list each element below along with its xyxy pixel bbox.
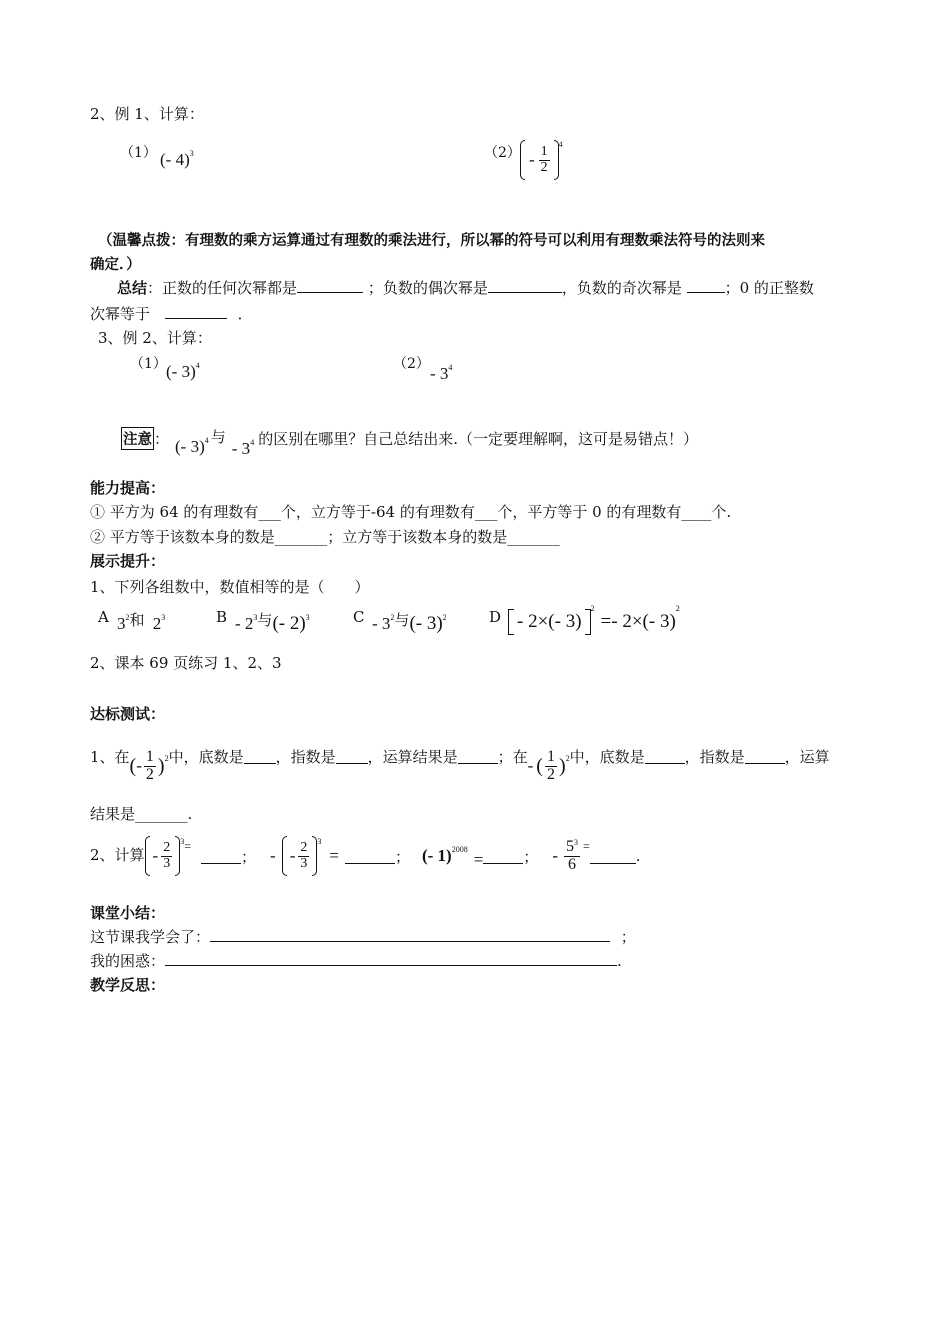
reflection-heading: 教学反思： (90, 976, 166, 994)
answer-blank[interactable] (488, 278, 562, 293)
summary-text-2: ；负数的偶次幂是 (367, 279, 488, 297)
minus-sign: - (136, 756, 142, 776)
note-expr-2 (232, 439, 254, 459)
expr-exponent: 4 (448, 363, 453, 372)
expr-base: (- 2) (272, 613, 306, 634)
example1-part1-label: （1） (120, 145, 157, 161)
summary-text-5: 次幂等于 (90, 305, 151, 323)
left-paren (282, 836, 287, 876)
minus-sign: - (552, 846, 558, 865)
expr-exponent: 2 (565, 753, 570, 763)
expr-base: - 3 (231, 438, 251, 458)
option-b[interactable] (216, 608, 227, 626)
answer-blank[interactable] (165, 951, 617, 966)
fraction (144, 749, 156, 784)
example2-part1-expr (166, 362, 200, 382)
option-d[interactable] (489, 608, 501, 626)
q1-text-b: 中，底数是 (168, 747, 244, 766)
expr-exponent: 2 (390, 613, 395, 622)
fraction (564, 839, 580, 874)
fraction-denominator: 2 (145, 765, 154, 783)
expr-base: - 3 (430, 364, 449, 383)
note-expr-1 (175, 437, 209, 457)
fraction-numerator: 1 (540, 143, 548, 159)
option-b-and: 与 (257, 613, 273, 629)
classsum-line2 (90, 950, 622, 971)
option-c[interactable] (353, 608, 364, 626)
answer-blank[interactable] (645, 749, 685, 764)
q1-text-g: ，指数是 (684, 747, 745, 766)
left-paren: ( (129, 754, 137, 777)
option-c-label: C (353, 608, 365, 626)
note-colon: ： (154, 430, 170, 448)
tip-line-1: （温馨点拨：有理数的乘方运算通过有理数的乘法进行，所以幂的符号可以利用有理数乘法符号的法则来 (98, 233, 765, 249)
test-q1-line1 (90, 739, 830, 783)
minus-sign: - (270, 846, 276, 865)
answer-blank[interactable] (297, 278, 363, 293)
note-label: 注意 (121, 427, 154, 450)
answer-blank[interactable] (210, 927, 610, 942)
fraction-denominator: 2 (546, 765, 555, 783)
fraction-denominator: 2 (540, 159, 548, 175)
answer-blank[interactable] (165, 304, 227, 319)
left-paren (145, 836, 150, 876)
expr-base: - 3 (372, 614, 391, 633)
q1-expr-1 (130, 749, 169, 784)
minus-sign: - (527, 756, 534, 776)
q2-expr-3 (422, 846, 468, 866)
classsum-line1-label: 这节课我学会了： (90, 928, 211, 946)
expr-exponent: 2 (442, 613, 447, 622)
expr-exponent: 2 (590, 603, 595, 613)
note-text: 的区别在哪里？自己总结出来.（一定要理解啊，这可是易错点！） (258, 430, 698, 448)
expr-exponent: 2008 (451, 845, 468, 854)
summary-text-3: ，负数的奇次幂是 (561, 279, 682, 297)
answer-blank[interactable] (336, 749, 368, 764)
summary-text-4: ；0 的正整数 (724, 279, 814, 297)
fraction-numerator: 1 (145, 748, 154, 765)
q2-expr-2 (270, 836, 339, 876)
option-b-expr (235, 613, 310, 635)
expr-base: 2 (152, 614, 162, 633)
show-q1: 1、下列各组数中，数值相等的是（ ） (90, 578, 370, 596)
answer-blank[interactable] (745, 749, 785, 764)
expr-base: 3 (117, 614, 126, 633)
fraction-numerator (564, 839, 580, 857)
option-d-rhs: =- 2×(- 3) (600, 611, 676, 632)
expr-exponent: 3 (253, 613, 258, 622)
option-a[interactable] (98, 608, 109, 626)
ability-q1: ① 平方为 64 的有理数有___个，立方等于-64 的有理数有___个，平方等于 0 的有理数有____个. (90, 503, 732, 521)
semicolon: ； (620, 928, 636, 946)
numerator-exponent: 3 (573, 837, 578, 847)
equals-sign: = (329, 846, 339, 865)
semicolon: ； (523, 847, 539, 866)
minus-sign: - (529, 150, 535, 169)
example2-heading: 3、例 2、计算： (98, 329, 212, 347)
expr-exponent: 2 (125, 613, 130, 622)
expr-exponent: 4 (204, 435, 209, 445)
period: . (635, 847, 641, 865)
summary-text-6: ． (237, 305, 253, 323)
test-heading: 达标测试： (90, 705, 166, 723)
ability-heading: 能力提高： (90, 479, 166, 497)
classsum-line2-label: 我的困惑： (90, 952, 166, 970)
ability-q2: ② 平方等于该数本身的数是_______；立方等于该数本身的数是_______ (90, 528, 560, 546)
expr-exponent: 3 (317, 836, 322, 846)
summary-text-1: ：正数的任何次幂都是 (147, 279, 298, 297)
classsum-line1 (90, 926, 636, 947)
expr-exponent: 3 (161, 613, 166, 622)
option-b-label: B (216, 608, 228, 626)
summary-line-1 (117, 277, 814, 298)
numerator-base: 5 (565, 837, 574, 855)
expr-base: (- 4) (160, 150, 190, 169)
fraction (545, 749, 557, 784)
fraction-numerator: 2 (300, 839, 308, 855)
example1-part1-expr (160, 150, 194, 170)
classsum-heading: 课堂小结： (90, 904, 166, 922)
note-and: 与 (210, 428, 226, 446)
answer-blank[interactable] (483, 849, 523, 864)
example1-part2-expr (520, 140, 563, 180)
minus-sign: - (289, 846, 296, 865)
right-paren: ) (157, 754, 165, 777)
expr-exponent: 4 (250, 437, 255, 447)
expr-exponent: 4 (558, 139, 563, 149)
fraction-numerator: 2 (163, 839, 171, 855)
q1-text-e: ；在 (497, 747, 528, 766)
fraction (539, 145, 550, 175)
answer-blank[interactable] (345, 849, 395, 864)
answer-blank[interactable] (244, 749, 276, 764)
fraction-numerator: 1 (546, 748, 555, 765)
semicolon: ； (394, 847, 410, 866)
left-bracket (508, 609, 514, 635)
fraction (298, 841, 309, 871)
summary-line-2 (90, 303, 253, 324)
option-d-expr (508, 603, 680, 635)
expr-base: (- 3) (409, 613, 443, 634)
answer-blank[interactable] (458, 749, 498, 764)
show-heading: 展示提升： (90, 552, 166, 570)
q2-expr-1 (145, 836, 191, 876)
q2-expr-4 (552, 839, 589, 874)
option-c-and: 与 (394, 613, 410, 629)
q1-text-h: ，运算 (784, 747, 830, 766)
equals-sign: = (582, 838, 590, 853)
example2-part2-expr (430, 364, 452, 384)
q1-text-a: 1、在 (90, 747, 130, 766)
option-d-label: D (489, 608, 502, 626)
semicolon: ； (241, 847, 257, 866)
period: . (617, 952, 622, 970)
q1-text-d: ，运算结果是 (367, 747, 458, 766)
answer-blank[interactable] (687, 278, 725, 293)
note-line (121, 427, 698, 458)
fraction (161, 841, 172, 871)
q2-text-a: 2、计算 (90, 845, 145, 864)
test-q2-line (90, 836, 641, 876)
answer-blank[interactable] (201, 849, 241, 864)
expr-exponent: 4 (195, 361, 200, 370)
expr-exponent: 3 (305, 613, 310, 622)
option-a-and: 和 (129, 613, 145, 629)
fraction-denominator: 6 (567, 855, 576, 873)
bracket-inner: - 2×(- 3) (517, 611, 582, 632)
equals-sign: = (473, 850, 484, 869)
test-q1-line2: 结果是_______. (90, 805, 193, 823)
q1-text-f: 中，底数是 (569, 747, 645, 766)
example1-heading: 2、例 1、计算： (90, 105, 204, 123)
left-paren (520, 140, 525, 180)
right-paren: ) (558, 754, 566, 777)
minus-sign: - (152, 846, 159, 865)
expr-base: (- 3) (175, 436, 205, 456)
q1-text-c: ，指数是 (275, 747, 336, 766)
expr-exponent: 2 (164, 753, 169, 763)
example2-part2-label: （2） (393, 356, 430, 372)
expr-base: (- 3) (166, 362, 196, 381)
expr-exponent: 3 (189, 149, 194, 158)
tip-line-2: 确定．） (90, 257, 141, 273)
option-c-expr (372, 613, 447, 635)
left-paren: ( (536, 754, 543, 777)
right-bracket (585, 609, 591, 635)
example1-part2-label: （2） (484, 145, 521, 161)
equals-sign: = (184, 838, 191, 853)
expr-exponent: 3 (180, 836, 185, 846)
fraction-denominator: 3 (300, 855, 308, 871)
show-q2: 2、课本 69 页练习 1、2、3 (90, 654, 282, 672)
option-a-label: A (98, 608, 109, 626)
option-a-expr (117, 613, 165, 634)
answer-blank[interactable] (590, 849, 636, 864)
expr-exponent: 2 (675, 603, 680, 613)
summary-label: 总结 (117, 279, 148, 297)
expr-base: - 2 (235, 614, 254, 633)
q1-expr-2 (528, 749, 570, 784)
expr-base: (- 1) (421, 846, 452, 865)
fraction-denominator: 3 (163, 855, 171, 871)
example2-part1-label: （1） (130, 356, 167, 372)
